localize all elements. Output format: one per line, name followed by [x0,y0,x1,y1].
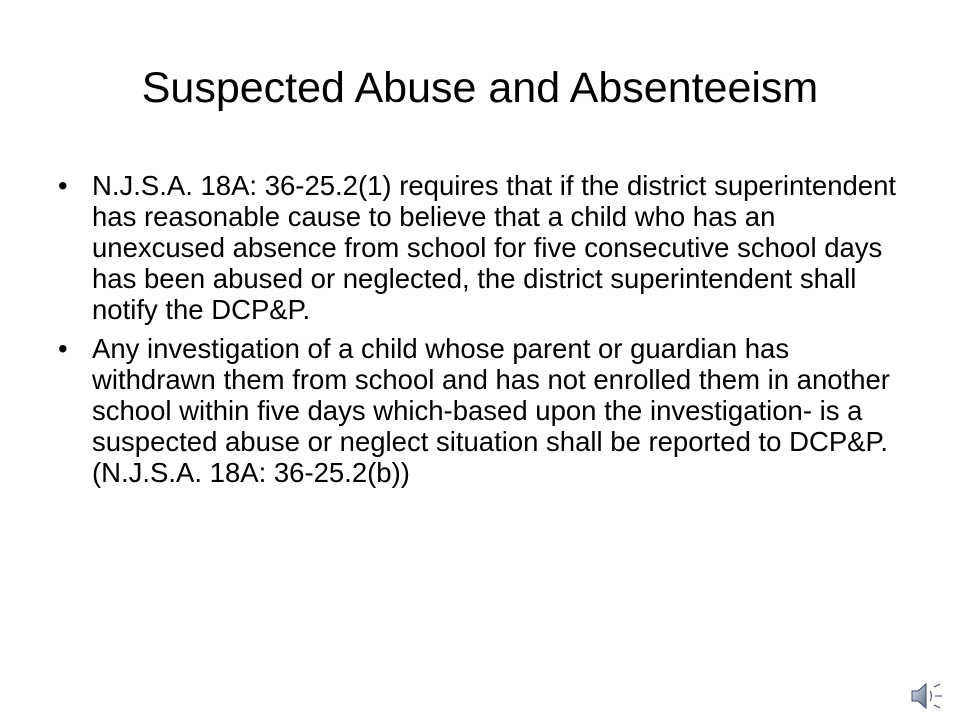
bullet-list [52,170,902,496]
speaker-icon[interactable] [906,680,946,712]
bullet-item-1 [52,170,902,325]
slide-title: Suspected Abuse and Absenteeism [141,64,819,112]
bullet-item-2 [52,333,902,488]
bullet-text-1: N.J.S.A. 18A: 36-25.2(1) requires that if the district superintendent has reasonable cause to believe that a child who has an unexcused absence from school for five consecutive school days has been abused or neglected, the district superintendent shall notify the DCP&P. [92,170,897,325]
bullet-marker: • [58,333,68,364]
bullet-text-2: Any investigation of a child whose parent or guardian has withdrawn them from school and has not enrolled them in another school within five days which-based upon the investigation- is a suspected abuse or neglect situation shall be reported to DCP&P. (N.J.S.A. 18A: 36-25.2(b)) [92,333,890,488]
bullet-marker: • [58,170,68,201]
